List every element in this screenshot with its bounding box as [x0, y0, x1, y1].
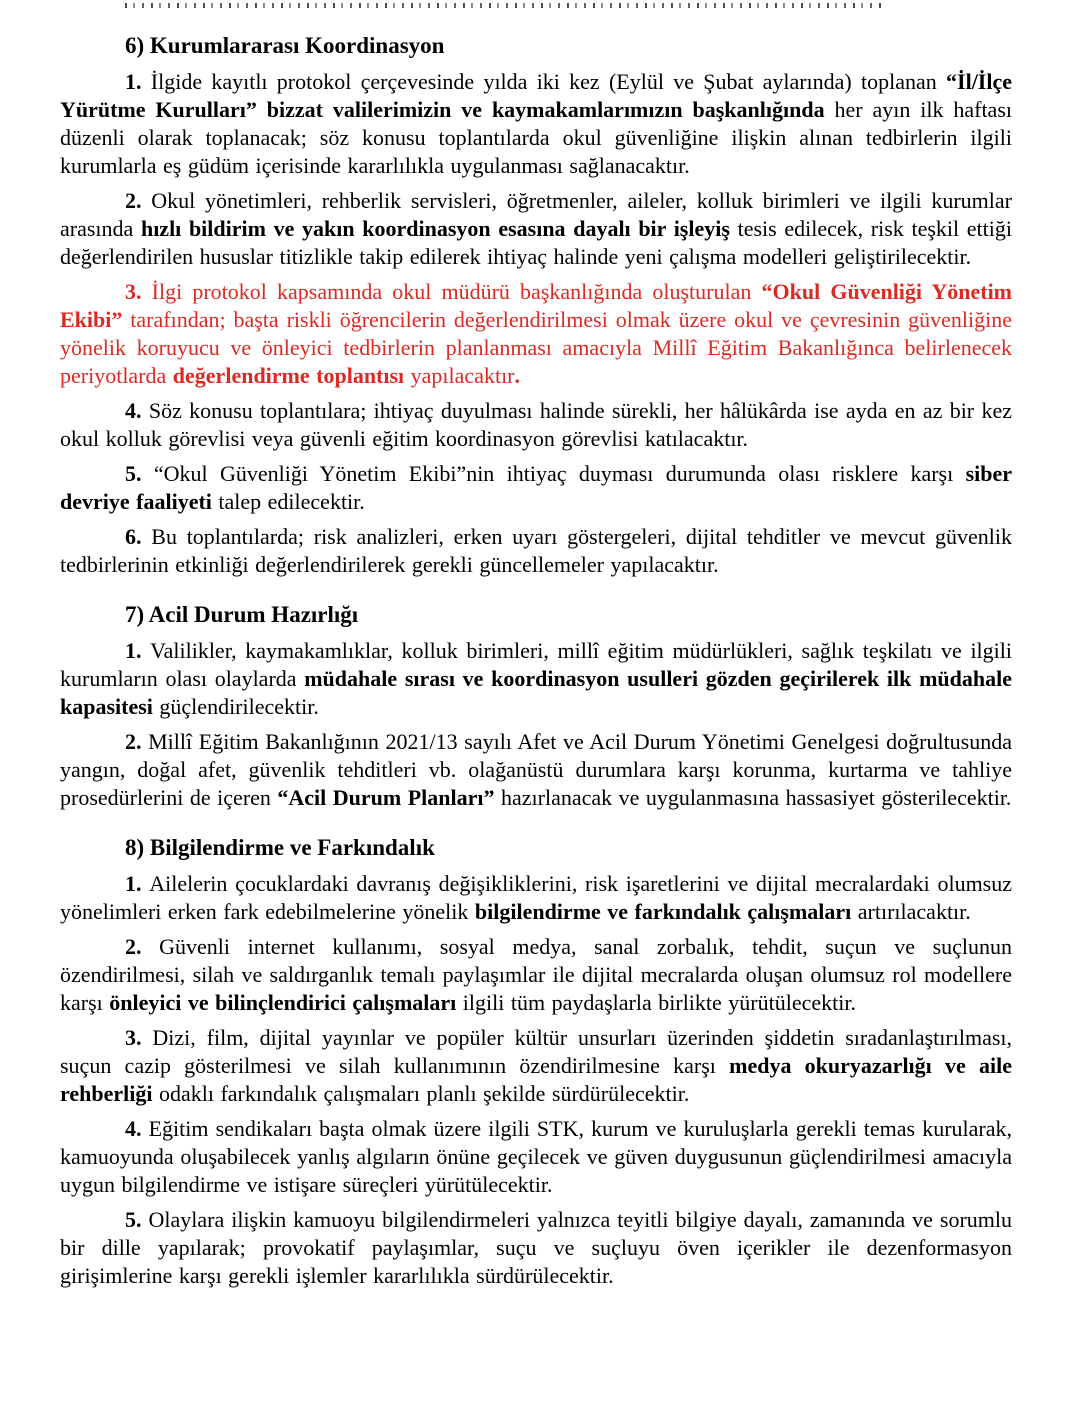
text-segment: 2.	[125, 188, 152, 213]
text-segment: Eğitim sendikaları başta olmak üzere ilgili STK, kurum ve kuruluşlarla gerekli temas kurularak, kamuoyunda oluşabilecek yanlış algıların önüne geçilecek ve güven duygusunun güçlendirilmesi amacıyla uygun bilgilendirme ve istişare süreçleri yürütülecektir.	[60, 1116, 1012, 1197]
paragraph-7-2	[60, 728, 1012, 812]
text-segment: 3.	[125, 1025, 153, 1050]
text-segment: tarafından; başta riskli öğrencilerin değerlendirilmesi olmak üzere okul ve çevresinin güvenliğine yönelik koruyucu ve önleyici tedbirlerin planlanması amacıyla Millî Eğitim Bakanlığınca belirlenecek periyotlarda	[60, 307, 1013, 388]
text-segment: ilgili tüm paydaşlarla birlikte yürütülecektir.	[462, 990, 856, 1015]
section-6	[60, 32, 1012, 579]
paragraph-6-2	[60, 187, 1012, 271]
paragraph-8-2	[60, 933, 1012, 1017]
text-segment: önleyici ve bilinçlendirici çalışmaları	[109, 990, 463, 1015]
text-segment: Söz konusu toplantılara; ihtiyaç duyulması halinde sürekli, her hâlükârda ise ayda en az bir kez okul kolluk görevlisi veya güvenli eğitim koordinasyon görevlisi katılacaktır.	[60, 398, 1012, 451]
text-segment: “İl/İlçe Yürütme Kurulları” bizzat valilerimizin ve kaymakamlarımızın başkanlığında	[60, 69, 1013, 122]
paragraph-6-6	[60, 523, 1012, 579]
text-segment: hızlı bildirim ve yakın koordinasyon esasına dayalı bir işleyiş	[140, 216, 738, 241]
section-heading-6: 6) Kurumlararası Koordinasyon	[125, 33, 445, 58]
text-segment: 5.	[125, 1207, 149, 1232]
text-segment: müdahale sırası ve koordinasyon usulleri gözden geçirilerek ilk müdahale kapasitesi	[60, 666, 1012, 719]
text-segment: 1.	[125, 871, 150, 896]
text-segment: Güvenli internet kullanımı, sosyal medya, sanal zorbalık, tehdit, suçun ve suçlunun özendirilmesi, silah ve saldırganlık temalı paylaşımlar ile dijital mecralarda oluşan olumsuz rol modellere karşı	[60, 934, 1013, 1015]
section-heading-8: 8) Bilgilendirme ve Farkındalık	[125, 835, 435, 860]
section-8	[60, 834, 1012, 1290]
section-heading-7: 7) Acil Durum Hazırlığı	[125, 602, 359, 627]
text-segment: medya okuryazarlığı ve aile rehberliği	[60, 1053, 1012, 1106]
paragraph-6-4	[60, 397, 1012, 453]
paragraph-6-5	[60, 460, 1012, 516]
text-segment: “Okul Güvenliği Yönetim Ekibi”nin ihtiyaç duyması durumunda olası risklere karşı	[153, 461, 966, 486]
text-segment: Olaylara ilişkin kamuoyu bilgilendirmeleri yalnızca teyitli bilgiye dayalı, zamanında ve sorumlu bir dille yapılarak; provokatif paylaşımlar, suçu ve suçluyu öven içerikler ile dezenformasyon girişimlerine karşı gerekli işlemler kararlılıkla sürdürülecektir.	[60, 1207, 1013, 1288]
text-segment: tesis edilecek, risk teşkil ettiği değerlendirilen hususlar titizlikle takip edilerek ihtiyaç halinde yeni çalışma modelleri geliştirilecektir.	[60, 216, 1012, 269]
paragraph-8-5	[60, 1206, 1012, 1290]
text-segment: talep edilecektir.	[218, 489, 365, 514]
text-segment: Ailelerin çocuklardaki davranış değişikliklerini, risk işaretlerini ve dijital mecralardaki olumsuz yönelimleri erken fark edebilmelerine yönelik	[60, 871, 1013, 924]
section-7	[60, 601, 1012, 812]
text-segment: bilgilendirme ve farkındalık çalışmaları	[474, 899, 858, 924]
text-segment: hazırlanacak ve uygulanmasına hassasiyet gösterilecektir.	[501, 785, 1012, 810]
paragraph-6-3	[60, 278, 1012, 390]
text-segment: “Acil Durum Planları”	[277, 785, 502, 810]
text-segment: odaklı farkındalık çalışmaları planlı şekilde sürdürülecektir.	[158, 1081, 690, 1106]
paragraph-6-1	[60, 68, 1012, 180]
text-segment: Bu toplantılarda; risk analizleri, erken uyarı göstergeleri, dijital tehditler ve mevcut güvenlik tedbirlerinin etkinliği değerlendirilerek gerekli güncellemeler yapılacaktır.	[60, 524, 1013, 577]
text-segment: 2.	[125, 729, 149, 754]
document-body	[60, 32, 1012, 1290]
text-segment: değerlendirme toplantısı	[172, 363, 411, 388]
text-segment: 1.	[125, 69, 151, 94]
paragraph-8-1	[60, 870, 1012, 926]
text-segment: 2.	[125, 934, 160, 959]
text-segment: artırılacaktır.	[857, 899, 971, 924]
clipped-text-line	[125, 3, 885, 8]
text-segment: İlgide kayıtlı protokol çerçevesinde yılda iki kez (Eylül ve Şubat aylarında) toplanan	[150, 69, 947, 94]
text-segment: Okul yönetimleri, rehberlik servisleri, öğretmenler, aileler, kolluk birimleri ve ilgili kurumlar arasında	[60, 188, 1012, 241]
text-segment: Millî Eğitim Bakanlığının 2021/13 sayılı Afet ve Acil Durum Yönetimi Genelgesi doğrultusunda yangın, doğal afet, güvenlik tehditleri vb. olağanüstü durumlara karşı korunma, kurtarma ve tahliye prosedürlerini de içeren	[60, 729, 1013, 810]
paragraph-7-1	[60, 637, 1012, 721]
text-segment: siber devriye faaliyeti	[60, 461, 1013, 514]
text-segment: 4.	[125, 1116, 149, 1141]
text-segment: 5.	[125, 461, 154, 486]
text-segment: Dizi, film, dijital yayınlar ve popüler kültür unsurları üzerinden şiddetin sıradanlaştırılması, suçun cazip gösterilmesi ve silah kullanımının özendirilmesine karşı	[60, 1025, 1013, 1078]
text-segment: güçlendirilecektir.	[159, 694, 319, 719]
text-segment: “Okul Güvenliği Yönetim Ekibi”	[60, 279, 1013, 332]
text-segment: .	[514, 363, 521, 388]
text-segment: 1.	[125, 638, 151, 663]
paragraph-8-3	[60, 1024, 1012, 1108]
text-segment: 4.	[125, 398, 149, 423]
paragraph-8-4	[60, 1115, 1012, 1199]
text-segment: 3.	[125, 279, 152, 304]
text-segment: yapılacaktır	[410, 363, 515, 388]
text-segment: İlgi protokol kapsamında okul müdürü başkanlığında oluşturulan	[151, 279, 762, 304]
text-segment: 6.	[125, 524, 152, 549]
text-segment: Valilikler, kaymakamlıklar, kolluk birimleri, millî eğitim müdürlükleri, sağlık teşkilatı ve ilgili kurumların olası olaylarda	[60, 638, 1013, 691]
text-segment: her ayın ilk haftası düzenli olarak toplanacak; söz konusu toplantılarda okul güvenliğine ilişkin alınan tedbirlerin ilgili kurumlarla eş güdüm içerisinde kararlılıkla uygulanması sağlanacaktır.	[60, 97, 1012, 178]
